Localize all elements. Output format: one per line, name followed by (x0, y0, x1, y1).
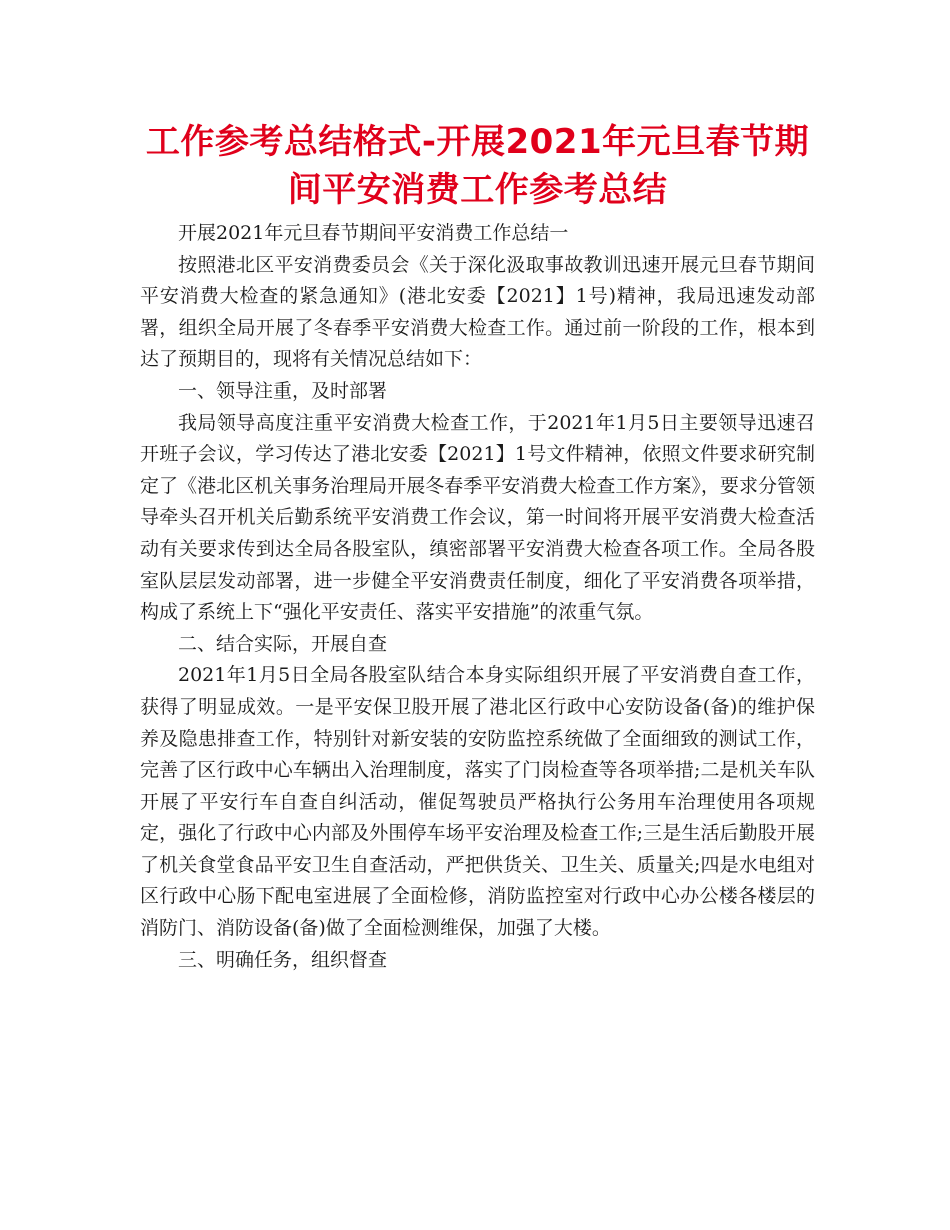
section-heading-2: 二、结合实际，开展自查 (178, 632, 388, 655)
section-heading-1: 一、领导注重，及时部署 (178, 379, 388, 402)
document-body (140, 218, 815, 976)
paragraph-section-2: 2021年1月5日全局各股室队结合本身实际组织开展了平安消费自查工作，获得了明显成效。一是平安保卫股开展了港北区行政中心安防设备(备)的维护保养及隐患排查工作，特别针对新安装的安防监控系统做了全面细致的测试工作，完善了区行政中心车辆出入治理制度，落实了门岗检查等各项举措;二是机关车队开展了平安行车自查自纠活动，催促驾驶员严格执行公务用车治理使用各项规定，强化了行政中心内部及外围停车场平安治理及检查工作;三是生活后勤股开展了机关食堂食品平安卫生自查活动，严把供货关、卫生关、质量关;四是水电组对区行政中心肠下配电室进展了全面检修，消防监控室对行政中心办公楼各楼层的消防门、消防设备(备)做了全面检测维保，加强了大楼。 (140, 664, 815, 940)
paragraph-intro: 按照港北区平安消费委员会《关于深化汲取事故教训迅速开展元旦春节期间平安消费大检查的紧急通知》(港北安委【2021】1号)精神，我局迅速发动部署，组织全局开展了冬春季平安消费大检查工作。通过前一阶段的工作，根本到达了预期目的，现将有关情况总结如下： (140, 253, 815, 371)
paragraph-section-1: 我局领导高度注重平安消费大检查工作，于2021年1月5日主要领导迅速召开班子会议，学习传达了港北安委【2021】1号文件精神，依照文件要求研究制定了《港北区机关事务治理局开展冬春季平安消费大检查工作方案》，要求分管领导牵头召开机关后勤系统平安消费工作会议，第一时间将开展平安消费大检查活动有关要求传到达全局各股室队，缜密部署平安消费大检查各项工作。全局各股室队层层发动部署，进一步健全平安消费责任制度，细化了平安消费各项举措，构成了系统上下“强化平安责任、落实平安措施”的浓重气氛。 (140, 411, 815, 624)
paragraph-subtitle: 开展2021年元旦春节期间平安消费工作总结一 (178, 222, 569, 244)
document-title: 工作参考总结格式-开展2021年元旦春节期间平安消费工作参考总结 (145, 122, 810, 210)
document-page (140, 118, 815, 976)
section-heading-3: 三、明确任务，组织督查 (178, 948, 388, 971)
